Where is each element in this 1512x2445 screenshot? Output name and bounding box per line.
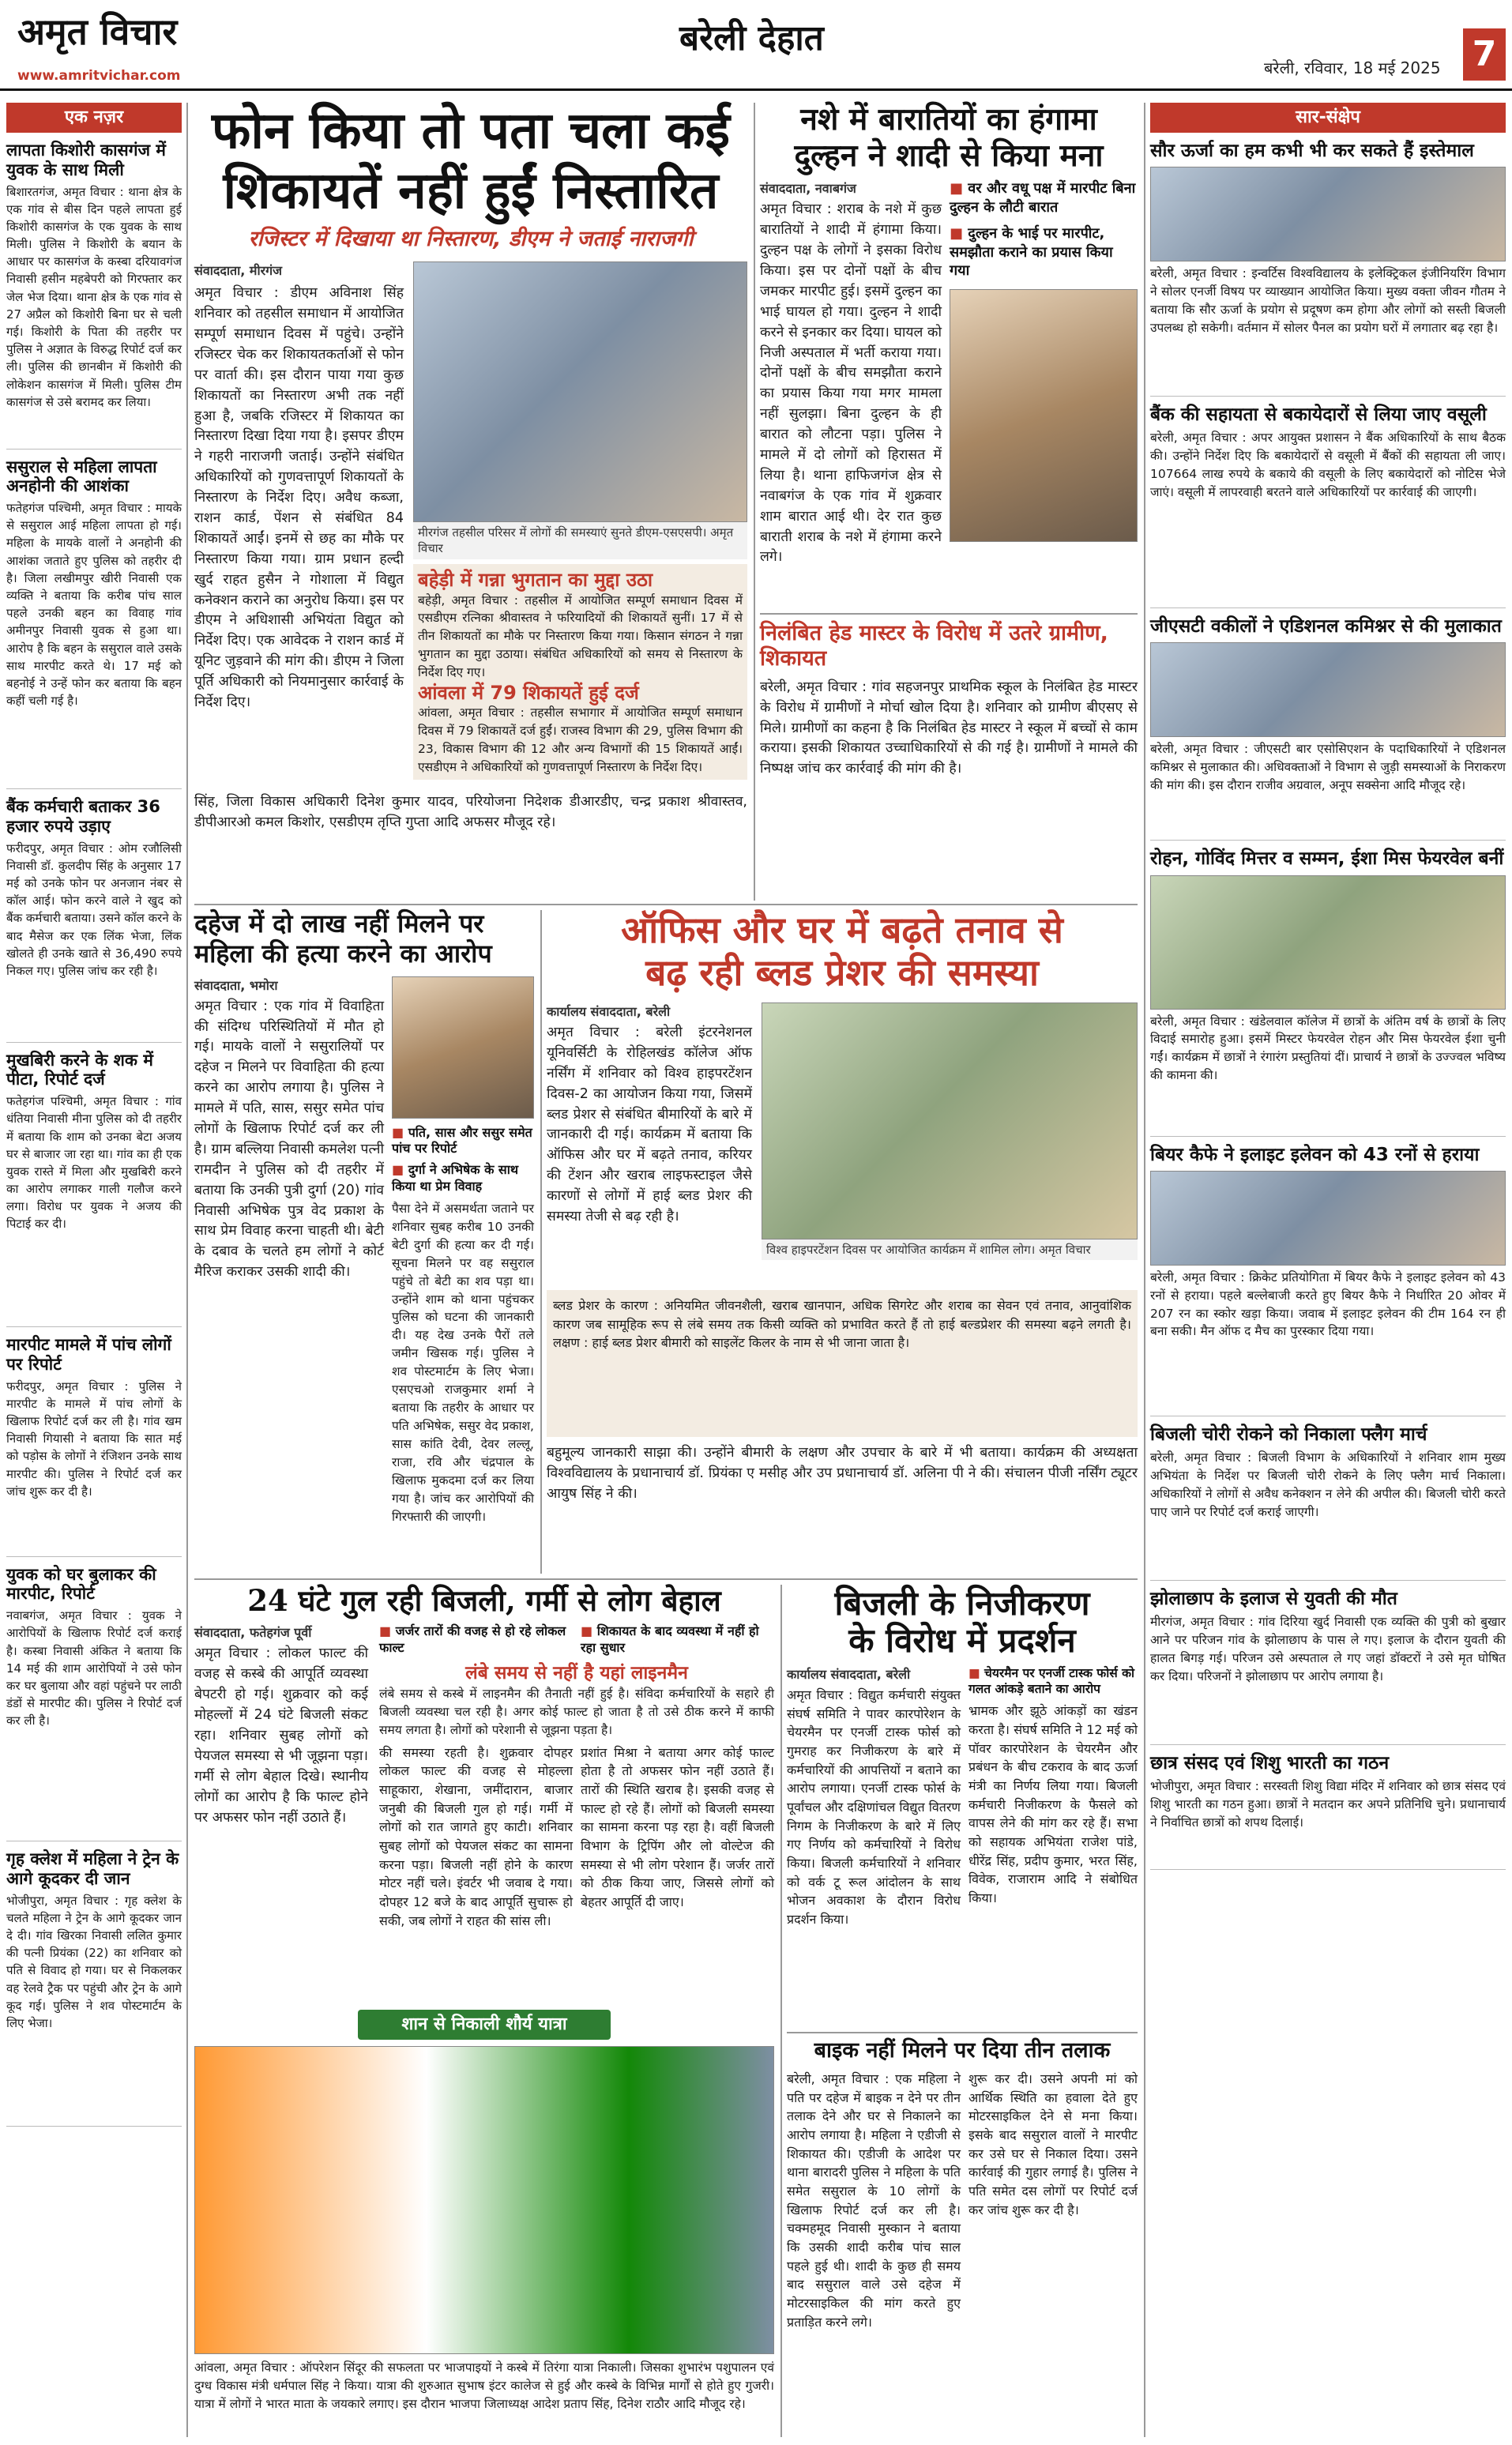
right-items <box>1150 141 1506 1870</box>
brief-title: लापता किशोरी कासगंज में युवक के साथ मिली <box>6 141 166 179</box>
power-story <box>194 1585 774 2003</box>
wedding-body: अमृत विचार : शराब के नशे में कुछ बारातियों ने शादी में हंगामा किया। दुल्हन पक्ष के लोगों ने इसका विरोध किया। इस पर दोनों पक्षों के बीच जमकर मारपीट हुई। इसमें दुल्हन का भाई घायल हो गया। दुल्हन ने शादी करने से इनकार कर दिया। घायल को निजी अस्पताल में भर्ती कराया गया। दोनों पक्षों के बीच समझौता कराने का प्रयास किया गया मगर मामला नहीं सुलझा। बिना दुल्हन के ही बारात को लौटना पड़ा। पुलिस ने मामले में दो लोगों को हिरासत में लिया है। थाना हाफिजगंज क्षेत्र से नवाबगंज के एक गांव में शुक्रवार शाम बारात आई थी। देर रात कुछ बाराती शराब के नशे में हंगामा करने लगे। <box>760 201 942 566</box>
brief-title: गृह क्लेश में महिला ने ट्रेन के आगे कूदकर दी जान <box>6 1849 179 1888</box>
bp-byline: कार्यालय संवाददाता, बरेली <box>547 1004 671 1020</box>
lead-photo-caption: मीरगंज तहसील परिसर में लोगों की समस्याएं सुनते डीएम-एसएसपी। अमृत विचार <box>413 522 747 559</box>
power-headline: 24 घंटे गुल रही बिजली, गर्मी से लोग बेहाल <box>247 1583 721 1618</box>
wedding-story <box>760 103 1138 608</box>
news-brief <box>1150 1145 1506 1416</box>
brief-title: रोहन, गोविंद मित्तर व सम्मन, ईशा मिस फेयरवेल बनीं <box>1150 848 1504 870</box>
news-brief <box>1150 848 1506 1136</box>
right-column <box>1150 103 1506 2437</box>
news-brief <box>1150 1424 1506 1581</box>
brief-photo[interactable] <box>1150 875 1506 1010</box>
news-brief <box>6 797 182 1043</box>
news-brief <box>1150 616 1506 841</box>
bike-body-2: शुरू कर दी। उसने अपनी मां को आर्थिक स्थिति का हवाला देते हुए मोटरसाइकिल देने से मना किया। इसके बाद ससुराल वालों ने मारपीट कर उसे घर से निकाल दिया। उसने कार्रवाई की गुहार लगाई है। पुलिस ने पति समेत दस लोगों पर रिपोर्ट दर्ज कर जांच शुरू कर दी है। <box>969 2071 1138 2217</box>
lead-box2-title: आंवला में 79 शिकायतें हुई दर्ज <box>418 681 639 704</box>
privatization-headline-1: बिजली के निजीकरण <box>834 1584 1090 1623</box>
lead-box1-title: बहेड़ी में गन्ना भुगतान का मुद्दा उठा <box>418 568 653 591</box>
privatization-headline-2: के विरोध में प्रदर्शन <box>848 1621 1076 1661</box>
brief-title: युवक को घर बुलाकर की मारपीट, रिपोर्ट <box>6 1564 156 1604</box>
newspaper-logo: अमृत विचार <box>17 10 178 53</box>
news-brief <box>1150 404 1506 608</box>
lead-box2-body: आंवला, अमृत विचार : तहसील सभागार में आयोजित सम्पूर्ण समाधान दिवस में 79 शिकायतें दर्ज हुईं। राजस्व विभाग की 29, पुलिस विभाग की 23, विकास विभाग की 12 और अन्य विभागों की 15 शिकायतें आईं। एसडीएम ने अधिकारियों को गुणवत्तापूर्ण निस्तारण के निर्देश दिए। <box>418 705 743 775</box>
tiranga-caption: आंवला, अमृत विचार : ऑपरेशन सिंदूर की सफलता पर भाजपाइयों ने कस्बे में तिरंगा यात्रा निकाली। जिसका शुभारंभ पशुपालन एवं दुग्ध विकास मंत्री धर्मपाल सिंह ने किया। यात्रा की शुरुआत सुभाष इंटर कालेज से हुई और कस्बे के विभिन्न मार्गों से होते हुए गुजरी। यात्रा में लोगों ने भारत माता के जयकारे लगाए। इस दौरान भाजपा जिलाध्यक्ष आदेश प्रताप सिंह, दिनेश राठौर आदि मौजूद रहे। <box>194 2360 774 2411</box>
left-column-header: एक नज़र <box>6 103 182 133</box>
divider <box>754 103 755 901</box>
brief-body: बरेली, अमृत विचार : क्रिकेट प्रतियोगिता में बियर कैफे ने इलाइट इलेवन को 43 रनों से हराया। पहले बल्लेबाजी करते हुए बियर कैफे ने निर्धारित 20 ओवर में 207 रन का स्कोर खड़ा किया। जवाब में इलाइट इलेवन की टीम 164 रन ही बना सकी। मैन ऑफ द मैच का पुरस्कार दिया गया। <box>1150 1270 1506 1339</box>
privatization-bullet: ■ चेयरमैन पर एनर्जी टास्क फोर्स को गलत आंकड़े बताने का आरोप <box>969 1665 1138 1697</box>
lead-headline-1: फोन किया तो पता चला कई <box>212 101 730 160</box>
divider <box>1144 103 1145 2437</box>
lead-body: अमृत विचार : डीएम अविनाश सिंह शनिवार को तहसील समाधान में आयोजित सम्पूर्ण समाधान दिवस में पहुंचे। उन्होंने रजिस्टर चेक कर शिकायतकर्ताओं से फोन पर वार्ता की। इस दौरान पाया गया कुछ शिकायतों का निस्तारण अभी तक नहीं हुआ है, जबकि रजिस्टर में शिकायत का निस्तारण दिखा दिया गया है। इसपर डीएम ने गहरी नाराजगी जताई। उन्होंने संबंधित अधिकारियों को गुणवत्तापूर्ण शिकायतों के निस्तारण के निर्देश दिए। अवैध कब्जा, राशन कार्ड, पेंशन से संबंधित 84 शिकायतें आईं। इनमें से छह का मौके पर निस्तारण किया गया। ग्राम प्रधान हल्दी खुर्द राहत हुसैन ने गोशाला में विद्युत कनेक्शन कराने का अनुरोध किया। इस पर डीएम ने अधिशासी अभियंता विद्युत को निर्देश दिए। एक आवेदक ने राशन कार्ड में यूनिट जुड़वाने की मांग की। डीएम ने जिला पूर्ति अधिकारी को नियमानुसार कार्रवाई के निर्देश दिए। <box>194 285 404 711</box>
masthead-rule <box>0 88 1512 91</box>
privatization-story <box>787 1585 1138 2027</box>
brief-title: मारपीट मामले में पांच लोगों पर रिपोर्ट <box>6 1335 171 1374</box>
brief-title: ससुराल से महिला लापता अनहोनी की आशंका <box>6 457 157 496</box>
victim-photo <box>392 976 534 1119</box>
brief-body: बरेली, अमृत विचार : खंडेलवाल कॉलेज में छात्रों के अंतिम वर्ष के छात्रों के लिए विदाई समारोह हुआ। इसमें मिस्टर फेयरवेल रोहन और मिस फेयरवेल ईशा चुनी गईं। कार्यक्रम में छात्रों ने रंगारंग प्रस्तुतियां दीं। प्राचार्य ने छात्रों के उज्ज्वल भविष्य की कामना की। <box>1150 1014 1506 1083</box>
bp-headline-2: बढ़ रही ब्लड प्रेशर की समस्या <box>645 950 1039 994</box>
lead-box1-body: बहेड़ी, अमृत विचार : तहसील में आयोजित सम्पूर्ण समाधान दिवस में एसडीएम रत्निका श्रीवास्तव ने फरियादियों की शिकायतें सुनीं। 17 में से तीन शिकायतों का मौके पर निस्तारण किया गया। किसान संगठन ने गन्ना भुगतान का मुद्दा उठाया। संबंधित अधिकारियों को समय से निस्तारण के निर्देश दिए गए। <box>418 592 743 680</box>
lead-headline-2: शिकायतें नहीं हुईं निस्तारित <box>223 160 719 220</box>
brief-body: बिशारतगंज, अमृत विचार : थाना क्षेत्र के एक गांव से बीस दिन पहले लापता हुई किशोरी कासगंज के एक युवक के साथ मिली। पुलिस ने किशोरी के बयान के आधार पर कासगंज के कस्बा दरियावगंज निवासी हसीन महबेपरी को गिरफ्तार कर जेल भेज दिया। थाना क्षेत्र के एक गांव से 27 अप्रैल को किशोरी बिना घर से चली गई। किशोरी के पिता की तहरीर पर पुलिस ने अज्ञात के विरुद्ध रिपोर्ट दर्ज कर ली। पुलिस की छानबीन में किशोरी की लोकेशन कासगंज में मिली। पुलिस टीम कासगंज से उसे बरामद कर लिया। <box>6 184 182 409</box>
brief-body: फरीदपुर, अमृत विचार : ओम रजौलिसी निवासी डॉ. कुलदीप सिंह के अनुसार 17 मई को उनके फोन पर अनजान नंबर से कॉल आई। फोन करने वाले ने खुद को बैंक कर्मचारी बताया। उसने कॉल करने के बाद मैसेज कर एक लिंक भेजा, लिंक खोलते ही उनके खाते से 36,490 रुपये निकल गए। पुलिस जांच कर रही है। <box>6 841 182 978</box>
masthead <box>0 0 1512 87</box>
bp-photo[interactable] <box>762 1002 1138 1239</box>
news-brief <box>6 1849 182 2127</box>
power-body-3: प्रशांत मिश्रा ने बताया अगर कोई फाल्ट होता है तो अफसर फोन नहीं उठाते हैं। तारों की स्थिति खराब है। इसकी वजह से फाल्ट हो रहे हैं। लोगों को बिजली समस्या का सामना करना पड़ रहा है। वहीं बिजली विभाग के ट्रिपिंग और लो वोल्टेज की समस्या से भी लोग परेशान हैं। जर्जर तारों को ठीक किया जाए, जिससे लोगों को बेहतर आपूर्ति दी जाए। <box>581 1744 774 1909</box>
brief-body: फतेहगंज पश्चिमी, अमृत विचार : गांव धंतिया निवासी मीना पुलिस को दी तहरीर में बताया कि शाम को उनका बेटा अजय घर से बाजार जा रहा था। गांव का ही एक युवक रास्ते में मिला और मुखबिरी करने का आरोप लगाकर गाली गलौज करने लगा। विरोध पर युवक ने अजय की पिटाई कर दी। <box>6 1094 182 1232</box>
power-box-title: लंबे समय से नहीं है यहां लाइनमैन <box>465 1663 688 1684</box>
brief-body: फरीदपुर, अमृत विचार : पुलिस ने मारपीट के मामले में पांच लोगों के खिलाफ रिपोर्ट दर्ज कर ली है। गांव खम निवासी गियासी ने बताया कि सात मई को पड़ोस के लोगों ने रंजिशन उनके साथ मारपीट की। पुलिस ने रिपोर्ट दर्ज कर जांच शुरू कर दी है। <box>6 1379 182 1499</box>
brief-title: बियर कैफे ने इलाइट इलेवन को 43 रनों से हराया <box>1150 1144 1480 1165</box>
privatization-body-2: भ्रामक और झूठे आंकड़ों का खंडन करता है। संघर्ष समिति ने 12 मई को पॉवर कारपोरेशन के चेयरमैन और प्रबंधन के बीच टकराव के बाद ऊर्जा मंत्री का निर्णय लिया गया। बिजली कर्मचारी निजीकरण के फैसले को वापस लेने की मांग कर रहे हैं। सभा को सहायक अभियंता राजेश पांडे, धीरेंद्र सिंह, प्रदीप कुमार, भरत सिंह, विवेक, राजाराम आदि ने संबोधित किया। <box>969 1703 1138 1906</box>
bp-body-2: ब्लड प्रेशर के कारण : अनियमित जीवनशैली, खराब खानपान, अधिक सिगरेट और शराब का सेवन एवं तनाव, आनुवांशिक कारण जब सामूहिक रूप से लंबे समय तक किसी व्यक्ति को प्रभावित करते हैं तो हाई बल्डप्रेशर की समस्या बढ़ने लगती है। लक्षण : हाई ब्लड प्रेशर बीमारी को साइलेंट किलर के नाम से भी जाना जाता है। <box>553 1298 1131 1351</box>
tiranga-title: शान से निकाली शौर्य यात्रा <box>358 2010 611 2040</box>
brief-body: भोजीपुरा, अमृत विचार : सरस्वती शिशु विद्या मंदिर में शनिवार को छात्र संसद एवं शिशु भारती का गठन हुआ। छात्रों ने मतदान कर अपने प्रतिनिधि चुने। प्रधानाचार्य ने निर्वाचित छात्रों को शपथ दिलाई। <box>1150 1779 1506 1830</box>
brief-title: सौर ऊर्जा का हम कभी भी कर सकते हैं इस्तेमाल <box>1150 141 1474 161</box>
dowry-bullet-1: ■ पति, सास और ससुर समेत पांच पर रिपोर्ट <box>392 1125 534 1158</box>
wedding-byline: संवाददाता, नवाबगंज <box>760 181 856 197</box>
dowry-bullet-2: ■ दुर्गा ने अभिषेक के साथ किया था प्रेम विवाह <box>392 1162 534 1195</box>
wedding-bullet-1: ■ वर और वधू पक्ष में मारपीट बिना दुल्हन के लौटी बारात <box>950 179 1138 216</box>
privatization-byline: कार्यालय संवाददाता, बरेली <box>787 1667 911 1683</box>
divider <box>760 613 1138 615</box>
brief-title: झोलाछाप के इलाज से युवती की मौत <box>1150 1588 1397 1609</box>
dowry-headline-2: महिला की हत्या करने का आरोप <box>194 938 492 969</box>
brief-photo[interactable] <box>1150 167 1506 261</box>
bike-story <box>787 2038 1138 2437</box>
wedding-illustration <box>950 289 1138 542</box>
dowry-body-2: पैसा देने में असमर्थता जताने पर शनिवार सुबह करीब 10 उनकी बेटी दुर्गा की हत्या कर दी गई। सूचना मिलने पर वह ससुराल पहुंचे तो बेटी का शव पड़ा था। उन्होंने शाम को थाना पहुंचकर पुलिस को घटना की जानकारी दी। यह देख उनके पैरों तले जमीन खिसक गई। पुलिस ने शव पोस्टमार्टम के लिए भेजा। एसएचओ राजकुमार शर्मा ने बताया कि तहरीर के आधार पर पति अभिषेक, ससुर वेद प्रकाश, सास कांति देवी, देवर लल्लू, राजा, रवि और चंद्रपाल के खिलाफ मुकदमा दर्ज कर लिया गया है। जांच कर आरोपियों की गिरफ्तारी की जाएगी। <box>392 1201 534 1524</box>
brief-title: बैंक कर्मचारी बताकर 36 हजार रुपये उड़ाए <box>6 797 160 836</box>
tiranga-photo-block <box>194 2010 774 2436</box>
power-byline: संवाददाता, फतेहगंज पूर्वी <box>194 1625 312 1641</box>
brief-body: नवाबगंज, अमृत विचार : युवक ने आरोपियों के खिलाफ रिपोर्ट दर्ज कराई है। कस्बा निवासी अंकित ने बताया कि 14 मई की शाम आरोपियों ने उसे फोन कर घर बुलाया और वहां पहुंचने पर लाठी डंडों से मारपीट की। पुलिस ने रिपोर्ट दर्ज कर ली है। <box>6 1608 182 1728</box>
tiranga-photo[interactable] <box>194 2046 774 2354</box>
power-bullet-1: ■ जर्जर तारों की वजह से हो रहे लोकल फाल्ट <box>379 1623 573 1657</box>
brief-body: मीरगंज, अमृत विचार : गांव दिरिया खुर्द निवासी एक व्यक्ति की पुत्री को बुखार आने पर परिजन गांव के झोलाछाप के पास ले गए। इलाज के दौरान युवती की हालत बिगड़ गई। परिजन उसे अस्पताल ले गए जहां डॉक्टरों ने उसे मृत घोषित कर दिया। परिजनों ने झोलाछाप पर आरोप लगाया है। <box>1150 1614 1506 1683</box>
lead-photo[interactable] <box>413 261 747 522</box>
brief-title: जीएसटी वकीलों ने एडिशनल कमिश्नर से की मुलाकात <box>1150 616 1502 638</box>
privatization-body: अमृत विचार : विद्युत कर्मचारी संयुक्त संघर्ष समिति ने पावर कारपोरेशन के चेयरमैन पर एनर्जी टास्क फोर्स को गुमराह कर निजीकरण के बारे में कर्मचारियों की आपत्तियों न बताने का आरोप लगाया। एनर्जी टास्क फोर्स के पूर्वांचल और दक्षिणांचल विद्युत वितरण निगम के निजीकरण के बारे में लिए गए निर्णय को कर्मचारियों ने विरोध किया। बिजली कर्मचारियों ने शनिवार को वर्क टू रूल आंदोलन के साथ भोजन अवकाश के दौरान विरोध प्रदर्शन किया। <box>787 1687 961 1928</box>
power-body-2: की समस्या रहती है। शुक्रवार दोपहर लोकल फाल्ट की वजह से मोहल्ला साहूकारा, शेखाना, जमींदारान, बाजार जनुबी की बिजली गुल हो गई। गर्मी में लोगों को रात जागते हुए काटी। शनिवार सुबह लोगों को पेयजल संकट का सामना करना पड़ा। बिजली नहीं होने के कारण मोटर नहीं चले। इंवर्टर भी जवाब दे गया। दोपहर 12 बजे के बाद आपूर्ति सुचारू हो सकी, जब लोगों ने राहत की सांस ली। <box>379 1744 573 1928</box>
lead-story <box>194 103 747 901</box>
divider <box>787 2032 1138 2033</box>
left-column <box>6 103 182 2437</box>
bike-body: बरेली, अमृत विचार : एक महिला ने पति पर दहेज में बाइक न देने पर तीन तलाक देने और घर से निकालने का आरोप लगाया है। महिला ने एडीजी से शिकायत की। एडीजी के आदेश पर थाना बारादरी पुलिस ने महिला के पति समेत ससुराल के 10 लोगों के खिलाफ रिपोर्ट दर्ज कर ली है। चक्महमूद निवासी मुस्कान ने बताया कि उसकी शादी करीब पांच साल पहले हुई थी। शादी के कुछ ही समय बाद ससुराल वाले उसे दहेज में मोटरसाइकिल की मांग करते हुए प्रताड़ित करने लगे। <box>787 2071 961 2330</box>
right-column-header: सार-संक्षेप <box>1150 103 1506 133</box>
power-body: अमृत विचार : लोकल फाल्ट की वजह से कस्बे की आपूर्ति व्यवस्था बेपटरी हो गई। शुक्रवार को कई मोहल्लों में 24 घंटे बिजली संकट रहा। शनिवार सुबह लोगों को पेयजल समस्या से भी जूझना पड़ा। गर्मी से लोग बेहाल दिखे। स्थानीय लोगों का आरोप है कि फाल्ट होने पर अफसर फोन नहीं उठाते हैं। <box>194 1646 368 1826</box>
dowry-story <box>194 910 534 1574</box>
brief-photo[interactable] <box>1150 642 1506 737</box>
brief-body: भोजीपुरा, अमृत विचार : गृह क्लेश के चलते महिला ने ट्रेन के आगे कूदकर जान दे दी। गांव खिरका निवासी ललित कुमार की पत्नी प्रियंका (22) का शनिवार को पति से विवाद हो गया। घर से निकलकर वह रेलवे ट्रैक पर पहुंची और ट्रेन के आगे कूद गई। पुलिस ने शव पोस्टमार्टम के लिए भेजा। <box>6 1893 182 2031</box>
headmaster-body: बरेली, अमृत विचार : गांव सहजनपुर प्राथमिक स्कूल के निलंबित हेड मास्टर के विरोध में ग्रामीणों ने मोर्चा खोल दिया है। शनिवार को ग्रामीण बीएसए से मिले। ग्रामीणों का कहना है कि निलंबित हेड मास्टर ने स्कूल में बच्चों से काम कराया। इसकी शिकायत उच्चाधिकारियों से की गई है। ग्रामीणों ने मामले की निष्पक्ष जांच कर कार्रवाई की मांग की है। <box>760 679 1138 777</box>
divider <box>194 904 1138 905</box>
brief-title: बैंक की सहायता से बकायेदारों से लिया जाए वसूली <box>1150 404 1487 426</box>
news-brief <box>6 1565 182 1842</box>
brief-title: छात्र संसद एवं शिशु भारती का गठन <box>1150 1752 1390 1774</box>
dowry-byline: संवाददाता, भमोरा <box>194 977 278 993</box>
brief-body: बरेली, अमृत विचार : जीएसटी बार एसोसिएशन के पदाधिकारियों ने एडिशनल कमिश्नर से मुलाकात की। अधिवक्ताओं ने विभाग से जुड़ी समस्याओं के निराकरण की मांग की। इस दौरान राजीव अग्रवाल, अनूप सक्सेना आदि मौजूद रहे। <box>1150 742 1506 793</box>
divider <box>540 910 542 1574</box>
news-brief <box>1150 1589 1506 1745</box>
news-brief <box>6 1051 182 1328</box>
news-brief <box>1150 141 1506 397</box>
left-items <box>6 141 182 2127</box>
headmaster-headline: निलंबित हेड मास्टर के विरोध में उतरे ग्रामीण, शिकायत <box>760 621 1108 671</box>
lead-byline: संवाददाता, मीरगंज <box>194 263 283 279</box>
bp-story <box>547 910 1138 1574</box>
dowry-headline-1: दहेज में दो लाख नहीं मिलने पर <box>194 908 484 939</box>
brief-body: बरेली, अमृत विचार : अपर आयुक्त प्रशासन ने बैंक अधिकारियों के साथ बैठक की। उन्होंने निर्देश दिए कि बकायेदारों से वसूली में बैंकों की सहायता ली जाए। 107664 लाख रुपये के बकाये की वसूली के लिए बकायेदारों को नोटिस भेजे जाएं। वसूली में लापरवाही बरतने वाले अधिकारियों पर कार्रवाई की जाएगी। <box>1150 431 1506 500</box>
brief-body: बरेली, अमृत विचार : इन्वर्टिस विश्वविद्यालय के इलेक्ट्रिकल इंजीनियरिंग विभाग ने सोलर एनर्जी विषय पर व्याख्यान आयोजित किया। मुख्य वक्ता जीवन गौतम ने बताया कि सौर ऊर्जा के प्रयोग से प्रदूषण कम होगा और लोगों को सस्ती बिजली उपलब्ध हो सकेगी। वर्तमान में सोलर पैनल का प्रयोग घरों में लगातार बढ़ रहा है। <box>1150 266 1506 335</box>
news-brief <box>6 141 182 450</box>
page-number: 7 <box>1463 28 1506 81</box>
divider <box>780 1585 782 2437</box>
lead-subheadline: रजिस्टर में दिखाया था निस्तारण, डीएम ने जताई नाराजगी <box>248 227 694 252</box>
divider <box>186 103 188 2437</box>
bp-body: अमृत विचार : बरेली इंटरनेशनल यूनिवर्सिटी के रोहिलखंड कॉलेज ऑफ नर्सिंग में शनिवार को विश्व हाइपरटेंशन दिवस-2 का आयोजन किया गया, जिसमें ब्लड प्रेशर से संबंधित बीमारियों के बारे में जानकारी दी गई। कार्यक्रम में बताया कि ऑफिस और घर में बढ़ते तनाव, करियर की टेंशन और खराब लाइफस्टाइल जैसे कारणों से लोगों में हाई ब्लड प्रेशर की समस्या तेजी से बढ़ रही है। <box>547 1025 752 1225</box>
bp-headline-1: ऑफिस और घर में बढ़ते तनाव से <box>621 908 1063 951</box>
dateline: बरेली, रविवार, 18 मई 2025 <box>1264 58 1441 77</box>
bp-photo-caption: विश्व हाइपरटेंशन दिवस पर आयोजित कार्यक्रम में शामिल लोग। अमृत विचार <box>762 1239 1138 1260</box>
news-brief <box>1150 1753 1506 1870</box>
headmaster-story <box>760 621 1138 897</box>
brief-photo[interactable] <box>1150 1171 1506 1266</box>
brief-body: बरेली, अमृत विचार : बिजली विभाग के अधिकारियों ने शनिवार शाम मुख्य अभियंता के निर्देश पर बिजली चोरी रोकने के लिए फ्लैग मार्च निकाला। अधिकारियों ने लोगों से अवैध कनेक्शन न लेने की अपील की। बिजली चोरी करते पाए जाने पर रिपोर्ट दर्ज कराई जाएगी। <box>1150 1450 1506 1519</box>
news-brief <box>6 457 182 790</box>
brief-title: बिजली चोरी रोकने को निकाला फ्लैग मार्च <box>1150 1424 1427 1445</box>
bike-headline: बाइक नहीं मिलने पर दिया तीन तलाक <box>814 2038 1111 2063</box>
dowry-body: अमृत विचार : एक गांव में विवाहिता की संदिग्ध परिस्थितियों में मौत हो गई। मायके वालों ने ससुरालियों पर दहेज न मिलने पर विवाहिता की हत्या करने का आरोप लगाया है। पुलिस ने मामले में पति, सास, ससुर समेत पांच लोगों के खिलाफ रिपोर्ट दर्ज कर ली है। ग्राम बल्लिया निवासी कमलेश पत्नी रामदीन ने पुलिस को दी तहरीर में बताया कि उनकी पुत्री दुर्गा (20) गांव निवासी अभिषेक पुत्र वेद प्रकाश के साथ प्रेम विवाह करना चाहती थी। बेटी के दबाव के चलते हम लोगों ने कोर्ट मैरिज कराकर उसकी शादी की। <box>194 998 384 1281</box>
power-box-body: लंबे समय से कस्बे में लाइनमैन की तैनाती नहीं हुई है। संविदा कर्मचारियों के सहारे ही बिजली व्यवस्था चल रही है। अगर कोई फाल्ट हो जाता है तो उसे ठीक करने में काफी समय लगता है। लोगों को परेशानी से जूझना पड़ता है। <box>379 1686 774 1737</box>
news-brief <box>6 1335 182 1557</box>
lead-tail: सिंह, जिला विकास अधिकारी दिनेश कुमार यादव, परियोजना निदेशक डीआरडीए, चन्द्र प्रकाश श्रीवास्तव, डीपीआरओ कमल किशोर, एसडीएम तृप्ति गुप्ता आदि अफसर मौजूद रहे। <box>194 794 747 831</box>
wedding-headline-2: दुल्हन ने शादी से किया मना <box>794 137 1104 174</box>
brief-body: फतेहगंज पश्चिमी, अमृत विचार : मायके से ससुराल आई महिला लापता हो गई। महिला के मायके वालों ने अनहोनी की आशंका जताते हुए पुलिस को तहरीर दी है। जिला लखीमपुर खीरी निवासी एक व्यक्ति ने बताया कि करीब पांच साल पहले उनकी बहन का विवाह गांव अमीनपुर निवासी युवक से हुआ था। आरोप है कि बहन के ससुराल वाले उसके साथ मारपीट करते थे। 17 मई को बहनोई ने उन्हें फोन कर बताया कि बहन कहीं चली गई है। <box>6 501 182 709</box>
wedding-bullet-2: ■ दुल्हन के भाई पर मारपीट, समझौता कराने का प्रयास किया गया <box>950 224 1138 280</box>
website-url[interactable]: www.amritvichar.com <box>17 68 181 84</box>
brief-title: मुखबिरी करने के शक में पीटा, रिपोर्ट दर्ज <box>6 1050 153 1089</box>
bp-body-3: बहुमूल्य जानकारी साझा की। उन्होंने बीमारी के लक्षण और उपचार के बारे में भी बताया। कार्यक्रम की अध्यक्षता विश्वविद्यालय के प्रधानाचार्य डॉ. प्रियंका ए मसीह और उप प्रधानाचार्य डॉ. अलिना पी ने की। संचालन पीजी नर्सिंग ट्यूटर आयुष सिंह ने की। <box>547 1445 1138 1502</box>
edition-title: बरेली देहात <box>679 18 824 58</box>
wedding-headline-1: नशे में बारातियों का हंगामा <box>800 101 1097 137</box>
divider <box>194 1578 1138 1580</box>
power-bullet-2: ■ शिकायत के बाद व्यवस्था में नहीं हो रहा सुधार <box>581 1623 774 1657</box>
